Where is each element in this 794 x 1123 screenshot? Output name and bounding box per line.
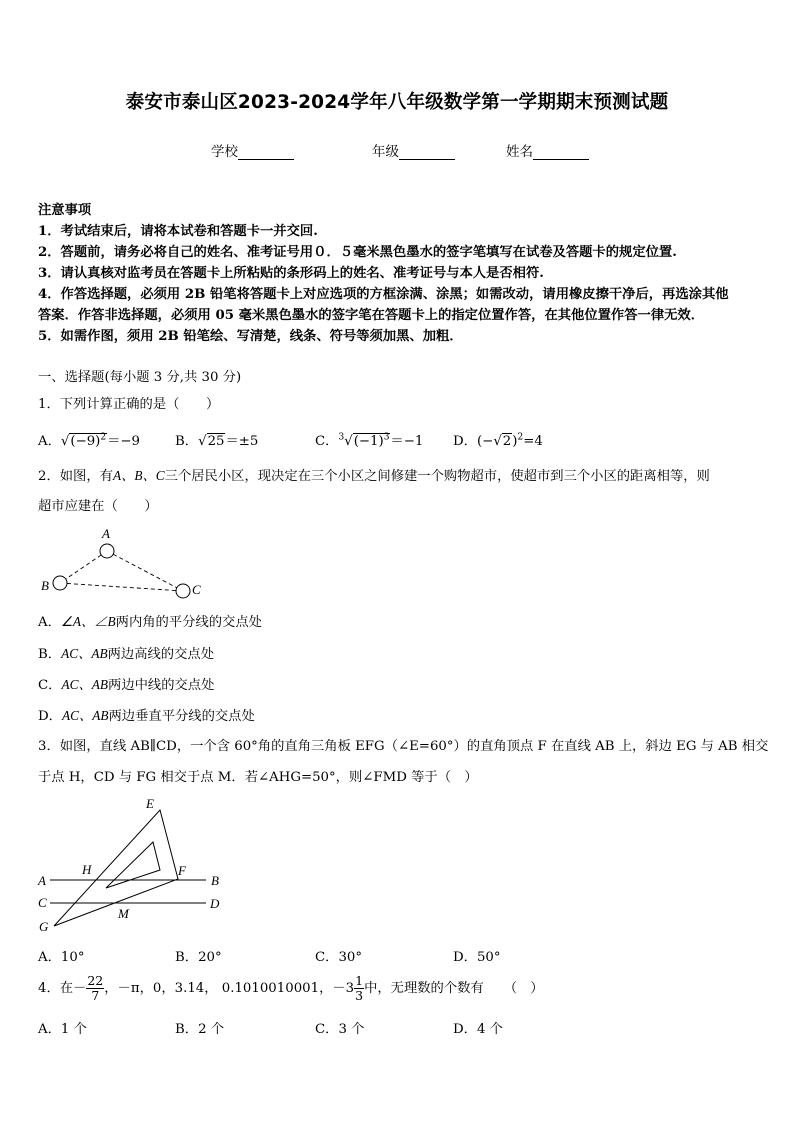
note-item: 1．考试结束后，请将本试卷和答题卡一并交回.	[38, 224, 318, 239]
q3-option-b: B．20°	[175, 950, 222, 965]
fig-label-e: E	[146, 796, 154, 811]
q4-option-a: A．1 个	[38, 1022, 87, 1037]
q3-option-d: D．50°	[453, 950, 501, 965]
grade-blank	[399, 145, 455, 160]
fig-label-g: G	[39, 919, 49, 934]
q4-option-b: B．2 个	[175, 1022, 225, 1037]
q4-option-d: D．4 个	[453, 1022, 503, 1037]
fraction: $\frac{1}{3}$	[355, 973, 364, 1003]
name-label: 姓名	[506, 144, 533, 160]
q3-option-c: C．30°	[315, 950, 363, 965]
house-a-icon	[100, 544, 114, 558]
note-item: 5．如需作图，须用 2B 铅笔绘、写清楚，线条、符号等须加黑、加粗．	[38, 329, 463, 344]
q1-stem: 1．下列计算正确的是（ ）	[38, 397, 220, 412]
fig-label-d: D	[210, 896, 220, 911]
fig-label-b: B	[211, 873, 219, 888]
q2-stem-line1: 2．如图，有A、B、C三个居民小区，现决定在三个小区之间修建一个购物超市，使超市到三个小区的距离相等，则	[38, 468, 710, 484]
note-item: 答案．作答非选择题，必须用 05 毫米黑色墨水的签字笔在答题卡上的指定位置作答，在其他位置作答一律无效．	[38, 308, 705, 323]
fig-label-b: B	[41, 578, 49, 593]
q1-option-a: A．$√(-9)^2=-9$	[38, 432, 141, 449]
q4-option-c: C．3 个	[315, 1022, 365, 1037]
name-blank	[533, 145, 589, 160]
grade-field	[372, 140, 455, 160]
fig-label-m: M	[118, 906, 129, 921]
q3-stem-line2: 于点 H，CD 与 FG 相交于点 M．若∠AHG=50°，则∠FMD 等于（ ）	[38, 770, 478, 785]
q3-figure	[36, 796, 236, 936]
q2-option-c: C．AC、AB两边中线的交点处	[38, 677, 215, 693]
q2-figure	[36, 524, 211, 604]
q2-option-a: A．∠A、∠B两内角的平分线的交点处	[38, 614, 262, 630]
q2-option-d: D．AC、AB两边垂直平分线的交点处	[38, 708, 255, 724]
note-item: 3．请认真核对监考员在答题卡上所粘贴的条形码上的姓名、准考证号与本人是否相符.	[38, 266, 544, 281]
fig-label-h: H	[82, 862, 92, 877]
note-item: 2．答题前，请务必将自己的姓名、准考证号用０．５毫米黑色墨水的签字笔填写在试卷及答题卡的规定位置.	[38, 245, 677, 260]
q4-stem: 4．在－ $\frac{22}{7}$ ，－π，0，3.14， 0.1010010001，－3 $\frac{1}{3}$ 中，无理数的个数有 （ ）	[38, 973, 544, 1003]
section-heading: 一、选择题(每小题 3 分,共 30 分)	[38, 370, 242, 385]
q2-stem-line2: 超市应建在（ ）	[38, 499, 158, 514]
note-item: 4．作答选择题，必须用 2B 铅笔将答题卡上对应选项的方框涂满、涂黑；如需改动，请用橡皮擦干净后，再选涂其他	[38, 287, 729, 302]
q3-stem-line1: 3．如图，直线 AB∥CD，一个含 60°角的直角三角板 EFG（∠E=60°）的直角顶点 F 在直线 AB 上，斜边 EG 与 AB 相交	[38, 739, 769, 754]
fig-label-f: F	[178, 863, 186, 878]
house-b-icon	[53, 576, 67, 590]
name-field	[506, 140, 589, 160]
notes-heading: 注意事项	[38, 203, 92, 218]
q2-option-b: B．AC、AB两边高线的交点处	[38, 646, 214, 662]
grade-label: 年级	[372, 144, 399, 160]
school-blank	[238, 145, 294, 160]
fraction: $\frac{22}{7}$	[87, 973, 104, 1003]
fig-label-a: A	[38, 873, 46, 888]
q3-option-a: A．10°	[38, 950, 85, 965]
school-field	[211, 140, 294, 160]
page-title: 泰安市泰山区2023-2024学年八年级数学第一学期期末预测试题	[125, 92, 669, 113]
q1-option-c: C．$^3√(-1)^3=-1$	[315, 432, 424, 449]
fig-label-a: A	[102, 526, 110, 541]
q1-option-d: D．$(-√2)^2=4$	[453, 432, 543, 449]
q1-option-b: B．√25＝±5	[175, 434, 259, 449]
school-label: 学校	[211, 144, 238, 160]
fig-label-c: C	[192, 582, 201, 597]
house-c-icon	[176, 584, 190, 598]
fig-label-c: C	[38, 895, 47, 910]
